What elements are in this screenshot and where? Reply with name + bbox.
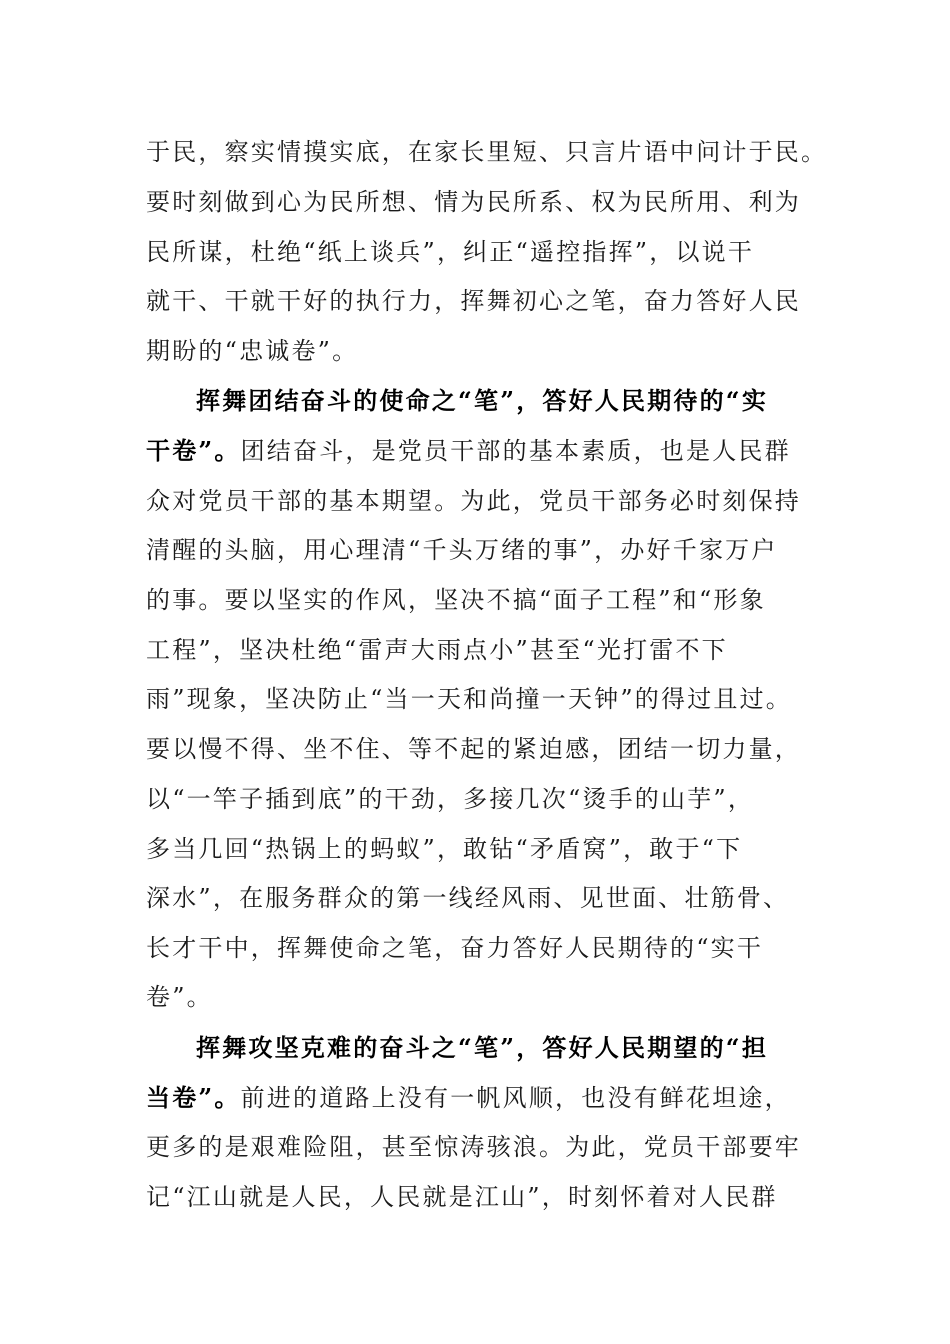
text-line-16 — [146, 872, 866, 924]
line-text: 更多的是艰难险阻，甚至惊涛骇浪。为此，党员干部要牢 — [146, 1133, 801, 1161]
line-text: 前进的道路上没有一帆风顺，也没有鲜花坦途， — [240, 1084, 791, 1112]
line-text: 的事。要以坚实的作风，坚决不搞“面子工程”和“形象 — [146, 586, 766, 614]
line-text: 多当几回“热锅上的蚂蚁”，敢钻“矛盾窝”，敢于“下 — [146, 835, 743, 863]
text-line-15 — [146, 823, 866, 875]
text-line-7 — [146, 425, 866, 477]
line-text: 就干、干就干好的执行力，挥舞初心之笔，奋力答好人民 — [146, 287, 801, 315]
line-text: 深水”，在服务群众的第一线经风雨、见世面、壮筋骨、 — [146, 884, 790, 912]
text-line-9 — [146, 524, 866, 576]
paragraph-heading-1 — [196, 375, 916, 427]
text-line-2 — [146, 176, 866, 228]
heading-text: 当卷”。 — [146, 1083, 241, 1112]
line-text: 雨”现象，坚决防止“当一天和尚撞一天钟”的得过且过。 — [146, 685, 793, 713]
line-text: 期盼的“忠诚卷”。 — [146, 337, 359, 365]
text-line-3 — [146, 226, 866, 278]
text-line-1 — [146, 126, 866, 178]
heading-text: 挥舞攻坚克难的奋斗之“笔”，答好人民期望的“担 — [196, 1033, 769, 1062]
text-line-18 — [146, 971, 866, 1023]
line-text: 要时刻做到心为民所想、情为民所系、权为民所用、利为 — [146, 188, 801, 216]
text-line-20 — [146, 1072, 866, 1124]
text-line-21 — [146, 1121, 866, 1173]
text-line-22 — [146, 1171, 866, 1223]
line-text: 清醒的头脑，用心理清“千头万绪的事”，办好千家万户 — [146, 536, 778, 564]
text-line-12 — [146, 673, 866, 725]
line-text: 民所谋，杜绝“纸上谈兵”，纠正“遥控指挥”，以说干 — [146, 238, 755, 266]
text-line-17 — [146, 922, 866, 974]
text-line-11 — [146, 624, 866, 676]
line-text: 要以慢不得、坐不住、等不起的紧迫感，团结一切力量， — [146, 735, 801, 763]
text-line-14 — [146, 773, 866, 825]
heading-text: 挥舞团结奋斗的使命之“笔”，答好人民期待的“实 — [196, 386, 769, 415]
line-text: 于民，察实情摸实底，在家长里短、只言片语中问计于民。 — [146, 138, 828, 166]
line-text: 长才干中，挥舞使命之笔，奋力答好人民期待的“实干 — [146, 934, 764, 962]
paragraph-heading-2 — [196, 1022, 916, 1074]
text-line-5 — [146, 325, 866, 377]
line-text: 众对党员干部的基本期望。为此，党员干部务必时刻保持 — [146, 487, 801, 515]
line-text: 工程”，坚决杜绝“雷声大雨点小”甚至“光打雷不下 — [146, 636, 728, 664]
line-text: 以“一竿子插到底”的干劲，多接几次“烫手的山芋”， — [146, 785, 755, 813]
heading-text: 干卷”。 — [146, 436, 241, 465]
text-line-4 — [146, 275, 866, 327]
line-text: 记“江山就是人民，人民就是江山”，时刻怀着对人民群 — [146, 1183, 778, 1211]
text-line-10 — [146, 574, 866, 626]
text-line-13 — [146, 723, 866, 775]
line-text: 卷”。 — [146, 983, 213, 1011]
line-text: 团结奋斗，是党员干部的基本素质，也是人民群 — [240, 437, 791, 465]
text-line-8 — [146, 475, 866, 527]
